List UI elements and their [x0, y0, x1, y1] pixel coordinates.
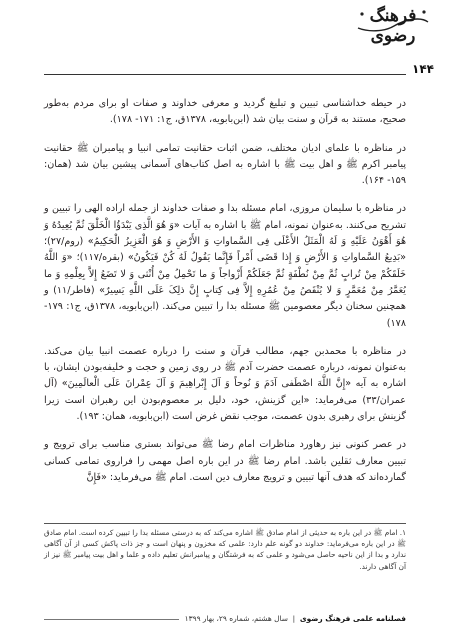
- paragraph-3: در مناظره با سلیمان مروزی، امام مسئله بدا و صفات خداوند از جمله اراده الهی را تبیین و تشریح می‌کنند. به‌عنوان نمونه، امام ﷺ با اشاره به آیات «وَ هُوَ الَّذِی یَبْدَؤُا الْخَلْقَ ثُمَّ یُعِیدُهُ وَ هُوَ أَهْوَنُ عَلَیْهِ وَ لَهُ الْمَثَلُ الأَعْلَى فِی السَّماواتِ وَ الأَرْضِ وَ هُوَ الْعَزِیزُ الْحَکِیمُ» (روم/۲۷)؛ «بَدِیعُ السَّماواتِ وَ الأَرْضِ وَ إِذا قَضَى أَمْراً فَإِنَّما یَقُولُ لَهُ کُنْ فَیَکُونُ» (بقره/۱۱۷)؛ «وَ اللَّهُ خَلَقَکُمْ مِنْ تُرابٍ ثُمَّ مِنْ نُطْفَةٍ ثُمَّ جَعَلَکُمْ أَزْواجاً وَ ما تَحْمِلُ مِنْ أُنْثى وَ لا تَضَعُ إِلاَّ بِعِلْمِهِ وَ ما یُعَمَّرُ مِنْ مُعَمَّرٍ وَ لا یُنْقَصُ مِنْ عُمُرِهِ إِلاَّ فِی کِتابٍ إِنَّ ذلِکَ عَلَى اللَّهِ یَسِیرٌ» (فاطر/۱۱) و همچنین سخنان دیگر معصومین ﷺ مسئله بدا را تبیین می‌کند. (ابن‌بابویه، ۱۳۷۸ق، ج۱: ۱۷۹- ۱۷۸): [44, 203, 406, 329]
- footer-divider: |: [290, 614, 298, 623]
- journal-logo: فرهنگ رضوی: [369, 6, 417, 46]
- footnote-separator: [44, 523, 406, 524]
- paragraph-1: در حیطه خداشناسی تبیین و تبلیغ گردید و معرفی خداوند و صفات او برای مردم به‌طور صحیح، مستند به قرآن و سنت بیان شد (ابن‌بابویه، ۱۳۷۸ق، ج۱: ۱۷۱- ۱۷۸).: [44, 98, 406, 126]
- paragraph-5: در عصر کنونی نیز رهاورد مناظرات امام رضا ﷺ می‌تواند بستری مناسب برای ترویج و تبیین معارف ثقلین باشد. امام رضا ﷺ در این باره اصل مهمی را فراروی تمامی کسانی گمارده‌اند که هدف آنها تبیین و ترویج معارف دین است. امام ﷺ می‌فرماید: «فَإِنَّ: [44, 439, 406, 483]
- footer-journal: فصلنامه علمی فرهنگ رضوی: [299, 614, 406, 623]
- body-text: [44, 96, 406, 486]
- paragraph-4: در مناظره با محمدبن جهم، مطالب قرآن و سنت را درباره عصمت انبیا بیان می‌کند. به‌عنوان نمونه، درباره عصمت حضرت آدم ﷺ در روی زمین و حجت و خلیفه‌بودن ایشان، با اشاره به آیه «إِنَّ اللَّهَ اصْطَفى آدَمَ وَ نُوحاً وَ آلَ إِبْراهِیمَ وَ آلَ عِمْرانَ عَلَى الْعالَمِینَ» (آل عمران/۳۳) می‌فرماید: «این گزینش، خود، دلیل بر معصوم‌بودن این رهبران است زیرا گزینش برای رهبری بدون عصمت، موجب نقض غرض است (ابن‌بابویه، همان: ۱۹۳).: [44, 345, 406, 423]
- header-rule: [44, 74, 406, 75]
- paragraph-2: در مناظره با علمای ادیان مختلف، ضمن اثبات حقانیت تمامی انبیا و پیامبران ﷺ حقانیت پیامبر اکرم ﷺ و اهل بیت ﷺ با اشاره به اصل کتاب‌های آسمانی پیشین بیان شد (همان: ۱۵۹- ۱۶۴).: [44, 142, 406, 187]
- footnote-1: ۱. امام ﷺ در این باره به حدیثی از امام صادق ﷺ اشاره می‌کند که به درستی مسئله بدا را تبیین کرده است. امام صادق ﷺ در این باره می‌فرماید: خداوند دو گونه علم دارد: علمی که مخزون و پنهان است و جز ذات پاکش کسی از آن آگاهی ندارد و بدا از این ناحیه حاصل می‌شود و علمی که به فرشتگان و پیامبرانش تعلیم داده و علما و اهل بیت پیامبر ﷺ نیز از آن آگاهی دارند.: [44, 528, 406, 571]
- footer-issue: سال هشتم، شماره ۲۹، بهار ۱۳۹۹: [184, 614, 288, 623]
- page-number: ۱۴۴: [412, 62, 434, 76]
- footer-text: [179, 614, 406, 623]
- page-footer: [44, 614, 406, 626]
- footnotes: [44, 527, 406, 572]
